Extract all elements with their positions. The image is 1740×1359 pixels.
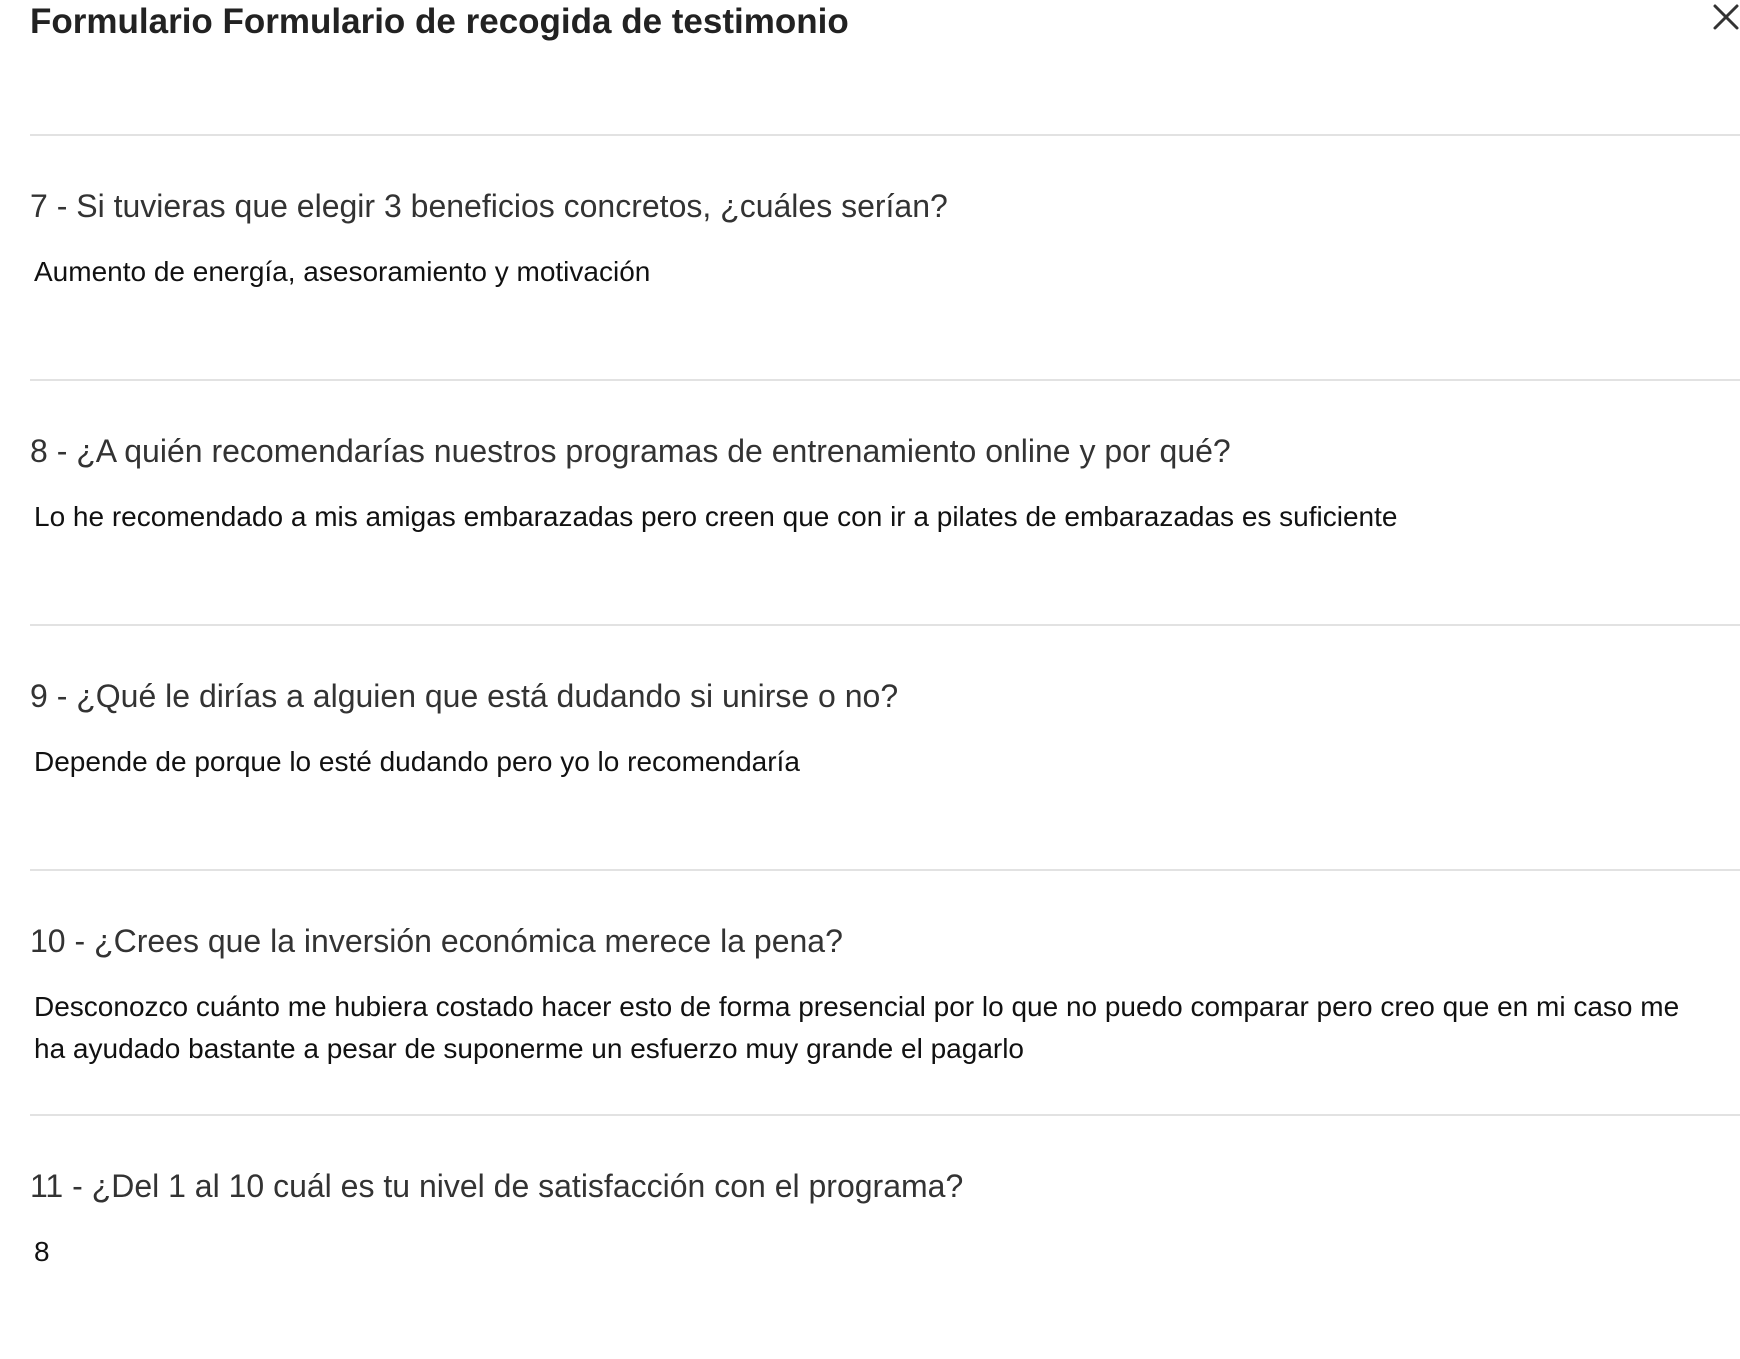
answer-text: Lo he recomendado a mis amigas embarazadas pero creen que con ir a pilates de embarazadas es suficiente [34, 501, 1398, 532]
response-item [30, 379, 1740, 624]
response-item [30, 624, 1740, 869]
question-text: 10 - ¿Crees que la inversión económica merece la pena? [30, 923, 843, 959]
response-item [30, 134, 1740, 379]
answer-text: Desconozco cuánto me hubiera costado hacer esto de forma presencial por lo que no puedo comparar pero creo que en mi caso me ha ayudado bastante a pesar de suponerme un esfuerzo muy grande el pagarlo [34, 991, 1680, 1064]
close-icon [1709, 0, 1740, 34]
close-button[interactable] [1709, 0, 1740, 34]
question-text: 8 - ¿A quién recomendarías nuestros programas de entrenamiento online y por qué? [30, 433, 1231, 469]
response-item [30, 869, 1740, 1114]
answer-text: Depende de porque lo esté dudando pero yo lo recomendaría [34, 746, 800, 777]
answer-text: 8 [34, 1236, 50, 1267]
question-text: 9 - ¿Qué le dirías a alguien que está dudando si unirse o no? [30, 678, 899, 714]
question-text: 7 - Si tuvieras que elegir 3 beneficios concretos, ¿cuáles serían? [30, 188, 948, 224]
answer-text: Aumento de energía, asesoramiento y motivación [34, 256, 651, 287]
question-text: 11 - ¿Del 1 al 10 cuál es tu nivel de satisfacción con el programa? [30, 1168, 964, 1204]
response-item [30, 1114, 1740, 1359]
form-title: Formulario Formulario de recogida de testimonio [30, 2, 849, 41]
responses-list [30, 134, 1740, 1359]
form-header [30, 0, 1720, 60]
